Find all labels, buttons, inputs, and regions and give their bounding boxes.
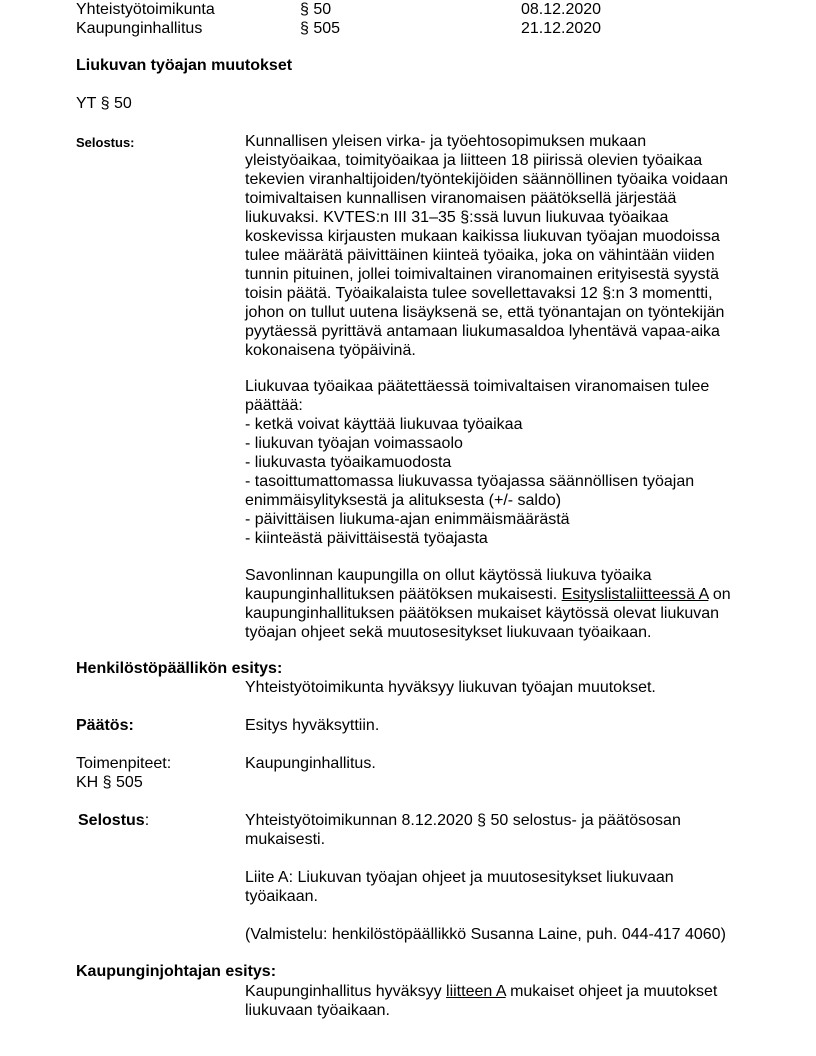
decision-label: Päätös:: [76, 717, 134, 734]
text-span: kaupunginhallituksen päätöksen mukaisesti.: [245, 586, 562, 603]
text-line: toisin päätä. Työaikalaista tulee sovellettavaksi 12 §:n 3 momentti,: [245, 285, 713, 302]
selostus-paragraph-3: [245, 566, 765, 642]
text-line: liukuvaksi. KVTES:n III 31–35 §:ssä luvun liukuvaa työaikaa: [245, 209, 669, 226]
header-date-2: 21.12.2020: [521, 20, 602, 37]
text-span: on: [708, 586, 731, 603]
list-item: - tasoittumattomassa liukuvassa työajassa säännöllisen työajan: [245, 473, 695, 490]
text-line: työajan ohjeet sekä muutosesitykset liukuvaan työaikaan.: [245, 624, 652, 641]
text-line: johon on tullut uutena lisäyksenä se, että työnantajan on työntekijän: [245, 304, 725, 321]
text-span: Kaupunginhallitus hyväksyy: [245, 983, 447, 1000]
text-line: päättää:: [245, 397, 303, 414]
text-line: Liite A: Liukuvan työajan ohjeet ja muutosesitykset liukuvaan: [245, 869, 674, 886]
selostus-label: Selostus:: [76, 135, 135, 150]
text-line: liukuvaan työaikaan.: [245, 1002, 390, 1019]
text-line: kokonaisena työpäivinä.: [245, 342, 416, 359]
text-line: tunnin pituinen, jollei toimivaltainen viranomainen erityisestä syystä: [245, 266, 720, 283]
header-section-1: § 50: [300, 1, 332, 18]
mayor-proposal-label: Kaupunginjohtajan esitys:: [76, 963, 277, 980]
selostus-2-paragraph: [245, 811, 765, 849]
header-section-2: § 505: [300, 20, 341, 37]
decision-text: Esitys hyväksyttiin.: [245, 717, 380, 734]
attachment-paragraph: [245, 868, 765, 906]
text-line: [245, 585, 765, 604]
proposal-text: Yhteistyötoimikunta hyväksyy liukuvan työajan muutokset.: [245, 679, 656, 696]
text-line: Yhteistyötoimikunnan 8.12.2020 § 50 selostus- ja päätösosan: [245, 812, 681, 829]
page-title: Liukuvan työajan muutokset: [76, 57, 293, 74]
text-line: työaikaan.: [245, 888, 318, 905]
text-line: yleistyöaikaa, toimityöaikaa ja liitteen 18 piirissä olevien työaikaa: [245, 152, 703, 169]
reference: YT § 50: [76, 95, 132, 112]
list-item: enimmäisylityksestä ja alituksesta (+/- saldo): [245, 492, 562, 509]
list-item: - liukuvan työajan voimassaolo: [245, 435, 463, 452]
selostus-paragraph-1: [245, 132, 765, 360]
selostus-2-label-text: Selostus: [78, 812, 145, 829]
list-item: - liukuvasta työaikamuodosta: [245, 454, 452, 471]
list-item: - päivittäisen liukuma-ajan enimmäismäärästä: [245, 511, 570, 528]
actions-label: Toimenpiteet:: [76, 755, 172, 772]
selostus-paragraph-2: [245, 377, 765, 548]
list-item: - kiinteästä päivittäisestä työajasta: [245, 530, 488, 547]
text-line: tulee määrätä päivittäinen kiinteä työaika, joka on vähintään viiden: [245, 247, 715, 264]
mayor-proposal-paragraph: [245, 982, 765, 1020]
text-line: [245, 982, 765, 1001]
kh-section-label: KH § 505: [76, 774, 143, 791]
attachment-a-link[interactable]: Esityslistaliitteessä A: [561, 586, 709, 603]
header-date-1: 08.12.2020: [521, 1, 602, 18]
proposal-label: Henkilöstöpäällikön esitys:: [76, 660, 283, 677]
attachment-a-link[interactable]: liitteen A: [446, 983, 506, 1000]
header-body-2: Kaupunginhallitus: [76, 20, 203, 37]
text-line: mukaisesti.: [245, 831, 326, 848]
text-line: Savonlinnan kaupungilla on ollut käytössä liukuva työaika: [245, 567, 652, 584]
text-line: (Valmistelu: henkilöstöpäällikkö Susanna Laine, puh. 044-417 4060): [245, 926, 726, 943]
text-line: tekevien viranhaltijoiden/työntekijöiden säännöllinen työaika voidaan: [245, 171, 728, 188]
text-line: kaupunginhallituksen päätöksen mukaiset käytössä olevat liukuvan: [245, 605, 720, 622]
actions-text: Kaupunginhallitus.: [245, 755, 376, 772]
text-span: mukaiset ohjeet ja muutokset: [505, 983, 718, 1000]
selostus-2-label: [78, 811, 149, 830]
list-item: - ketkä voivat käyttää liukuvaa työaikaa: [245, 416, 523, 433]
text-line: koskevissa kirjausten mukaan kaikissa liukuvan työajan muodoissa: [245, 228, 720, 245]
text-line: pyytäessä pyrittävä antamaan liukumasaldoa lyhentävä vapaa-aika: [245, 323, 720, 340]
text-line: Liukuvaa työaikaa päätettäessä toimivaltaisen viranomaisen tulee: [245, 378, 710, 395]
header-body-1: Yhteistyötoimikunta: [76, 1, 215, 18]
preparer-paragraph: [245, 925, 765, 944]
selostus-2-colon: :: [144, 812, 150, 829]
text-line: toimivaltaisen kunnallisen viranomaisen päätöksellä järjestää: [245, 190, 677, 207]
text-line: Kunnallisen yleisen virka- ja työehtosopimuksen mukaan: [245, 133, 647, 150]
